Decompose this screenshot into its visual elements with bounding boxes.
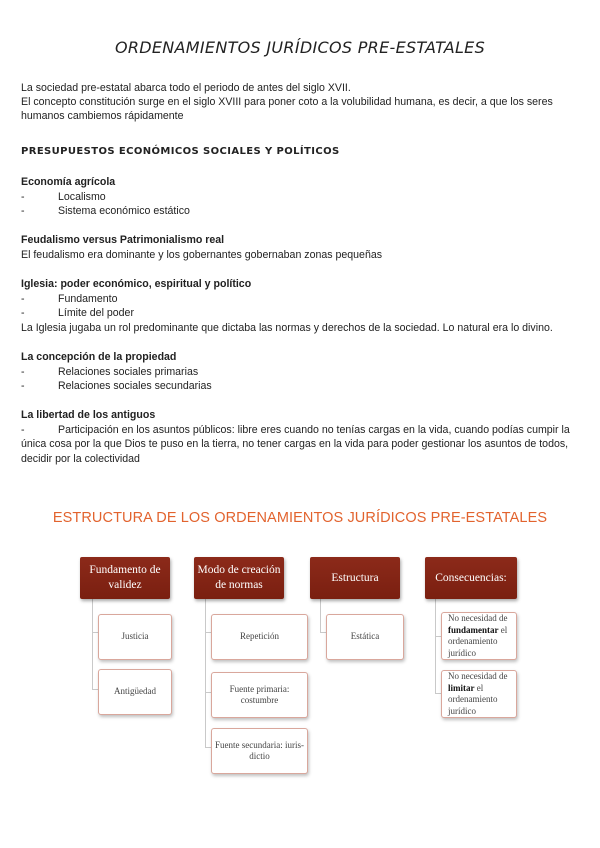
diagram-child: Repetición <box>211 614 308 660</box>
list-item-text: Localismo <box>58 190 106 203</box>
list-item <box>21 379 583 394</box>
iglesia-text: La Iglesia jugaba un rol predominante que dictaba las normas y derechos de la sociedad. Lo natural era lo divino. <box>21 322 553 335</box>
bullet-dash: - <box>21 365 25 378</box>
intro-paragraph-1: La sociedad pre-estatal abarca todo el periodo de antes del siglo XVII. <box>21 82 351 94</box>
page-title: ORDENAMIENTOS JURÍDICOS PRE-ESTATALES <box>114 38 486 57</box>
list-item-text: Relaciones sociales primarias <box>58 365 199 378</box>
block-economia <box>21 175 583 219</box>
list-item <box>21 292 583 307</box>
diagram-child: Fuente primaria: costumbre <box>211 672 308 718</box>
diagram-child: Justicia <box>98 614 172 660</box>
list-item-text: Límite del poder <box>58 307 134 320</box>
list-item-text: Fundamento <box>58 292 118 305</box>
diagram-child: Fuente secundaria: iuris-dictio <box>211 728 308 774</box>
bullet-dash: - <box>21 307 25 320</box>
consequence-post: el ordenamiento jurídico <box>448 624 508 658</box>
diagram-head-modo: Modo de creación de normas <box>194 557 284 599</box>
list-item <box>21 365 583 380</box>
bullet-dash: - <box>21 292 25 305</box>
libertad-item <box>21 423 583 467</box>
diagram-title: ESTRUCTURA DE LOS ORDENAMIENTOS JURÍDICOS PRE-ESTATALES <box>52 510 548 526</box>
libertad-heading: La libertad de los antiguos <box>21 409 156 421</box>
list-item-text: Sistema económico estático <box>58 205 190 218</box>
consequence-pre: No necesidad de <box>448 613 508 623</box>
feudalismo-heading: Feudalismo versus Patrimonialismo real <box>21 234 225 246</box>
libertad-item-text: Participación en los asuntos públicos: libre eres cuando no tenías cargas en la vida, cuando podías cumpir la única cosa por la que Dios te puso en la tierra, no tener cargas en la vida para poder gestionar los asuntos de todos, decidir por la colectividad <box>21 423 570 466</box>
consequence-post: el ordenamiento jurídico <box>448 682 498 716</box>
diagram-child: Antigüedad <box>98 669 172 715</box>
iglesia-heading: Iglesia: poder económico, espiritual y político <box>21 278 252 290</box>
economia-heading: Economía agrícola <box>21 176 116 188</box>
block-propiedad <box>21 350 583 394</box>
block-iglesia <box>21 277 583 336</box>
diagram-child-consecuencia-2 <box>441 670 517 718</box>
consequence-bold: limitar <box>448 682 475 693</box>
diagram-child: Estática <box>326 614 404 660</box>
list-item <box>21 306 583 321</box>
intro-paragraph-2: El concepto constitución surge en el siglo XVIII para poner coto a la volubilidad humana, es decir, a que los seres humanos cambiemos rápidamente <box>21 96 553 123</box>
diagram-head-fundamento: Fundamento de validez <box>80 557 170 599</box>
consequence-pre: No necesidad de <box>448 671 508 681</box>
bullet-dash: - <box>21 380 25 393</box>
list-item-text: Relaciones sociales secundarias <box>58 380 212 393</box>
bullet-dash: - <box>21 190 25 203</box>
list-item <box>21 190 583 205</box>
feudalismo-text: El feudalismo era dominante y los gobernantes gobernaban zonas pequeñas <box>21 248 383 261</box>
list-item <box>21 204 583 219</box>
diagram-child-consecuencia-1 <box>441 612 517 660</box>
consequence-bold: fundamentar <box>448 624 499 635</box>
block-feudalismo <box>21 233 583 262</box>
propiedad-heading: La concepción de la propiedad <box>21 351 177 363</box>
block-libertad <box>21 408 583 467</box>
section-heading: PRESUPUESTOS ECONÓMICOS SOCIALES Y POLÍTICOS <box>21 146 340 157</box>
diagram-head-consecuencias: Consecuencias: <box>425 557 517 599</box>
bullet-dash: - <box>21 423 25 436</box>
diagram-head-estructura: Estructura <box>310 557 400 599</box>
bullet-dash: - <box>21 205 25 218</box>
